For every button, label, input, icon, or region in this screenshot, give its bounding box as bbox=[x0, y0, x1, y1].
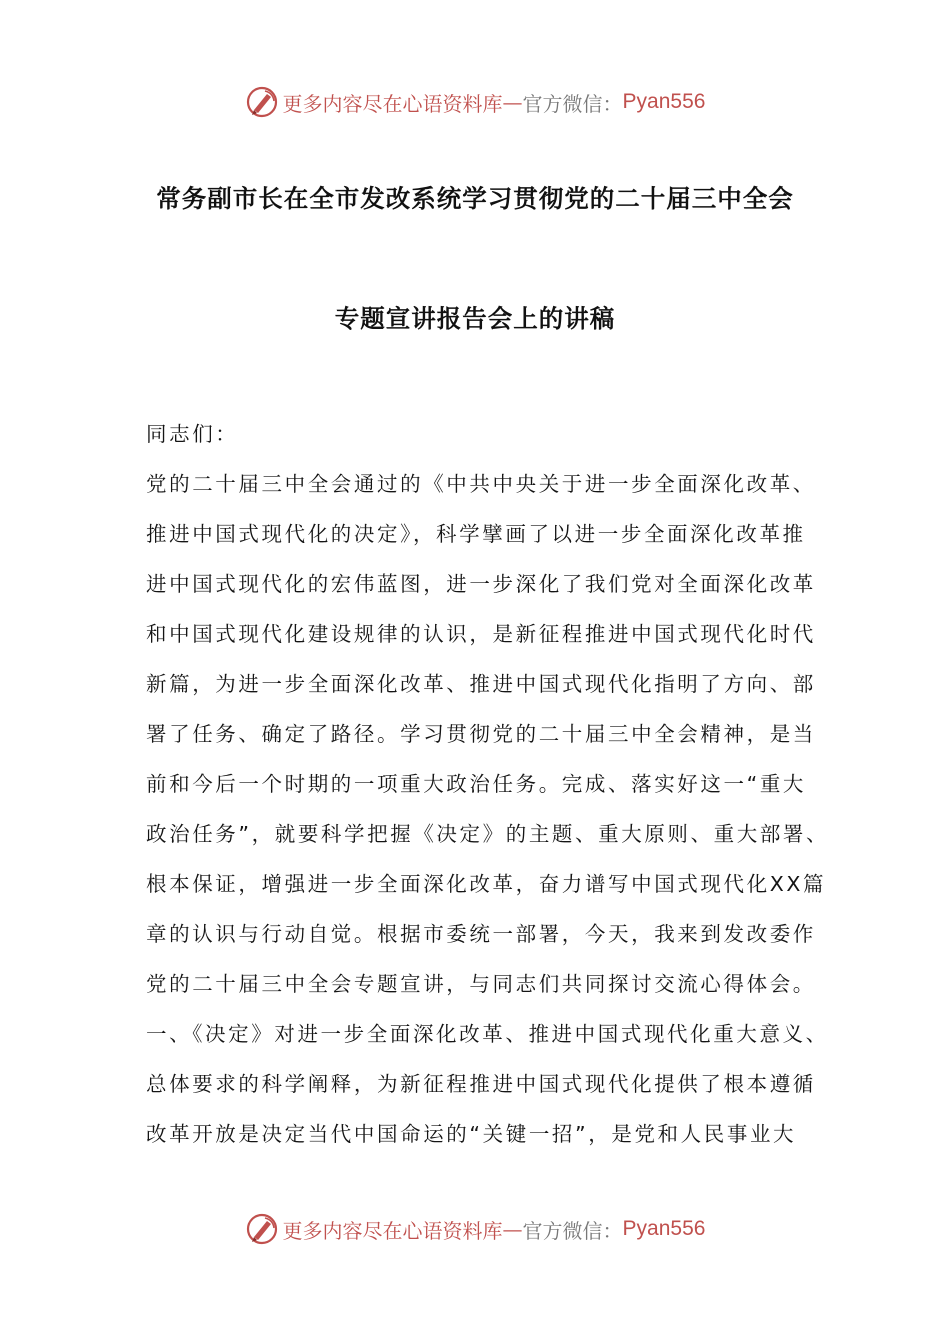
watermark-dash: — bbox=[502, 90, 523, 114]
watermark-wechat-id: Pyan556 bbox=[622, 1217, 706, 1240]
watermark-dash: — bbox=[502, 1217, 523, 1241]
body-line: 同志们： bbox=[146, 422, 239, 446]
body-line: 党的二十届三中全会专题宣讲，与同志们共同探讨交流心得体会。 bbox=[146, 972, 816, 996]
pen-logo-icon bbox=[245, 85, 279, 119]
document-title-line-2: 专题宣讲报告会上的讲稿 bbox=[334, 304, 616, 333]
watermark-header bbox=[0, 82, 950, 122]
body-line: 政治任务”，就要科学把握《决定》的主题、重大原则、重大部署、 bbox=[146, 822, 830, 846]
document-title-line-1: 常务副市长在全市发改系统学习贯彻党的二十届三中全会 bbox=[156, 184, 794, 213]
document-body bbox=[146, 416, 846, 1166]
watermark-main-text: 更多内容尽在心语资料库 bbox=[282, 1218, 503, 1243]
body-line: 和中国式现代化建设规律的认识，是新征程推进中国式现代化时代 bbox=[146, 622, 816, 646]
pen-logo-icon bbox=[245, 1212, 279, 1246]
body-line: 一、《决定》对进一步全面深化改革、推进中国式现代化重大意义、 bbox=[146, 1022, 829, 1046]
body-line: 总体要求的科学阐释，为新征程推进中国式现代化提供了根本遵循 bbox=[146, 1072, 816, 1096]
body-line: 前和今后一个时期的一项重大政治任务。完成、落实好这一“重大 bbox=[146, 772, 807, 796]
body-line: 改革开放是决定当代中国命运的“关键一招”，是党和人民事业大 bbox=[146, 1122, 797, 1146]
watermark-official-label: 官方微信： bbox=[522, 91, 623, 116]
body-line: 新篇，为进一步全面深化改革、推进中国式现代化指明了方向、部 bbox=[146, 672, 816, 696]
watermark-main-text: 更多内容尽在心语资料库 bbox=[282, 91, 503, 116]
body-line: 党的二十届三中全会通过的《中共中央关于进一步全面深化改革、 bbox=[146, 472, 816, 496]
watermark-footer bbox=[0, 1209, 950, 1249]
body-line: 署了任务、确定了路径。学习贯彻党的二十届三中全会精神，是当 bbox=[146, 722, 816, 746]
body-line: 根本保证，增强进一步全面深化改革，奋力谱写中国式现代化XX篇 bbox=[146, 872, 827, 896]
watermark-official-label: 官方微信： bbox=[522, 1218, 623, 1243]
body-line: 进中国式现代化的宏伟蓝图，进一步深化了我们党对全面深化改革 bbox=[146, 572, 816, 596]
body-line: 章的认识与行动自觉。根据市委统一部署，今天，我来到发改委作 bbox=[146, 922, 816, 946]
watermark-wechat-id: Pyan556 bbox=[622, 90, 706, 113]
body-line: 推进中国式现代化的决定》，科学擘画了以进一步全面深化改革推 bbox=[146, 522, 806, 546]
